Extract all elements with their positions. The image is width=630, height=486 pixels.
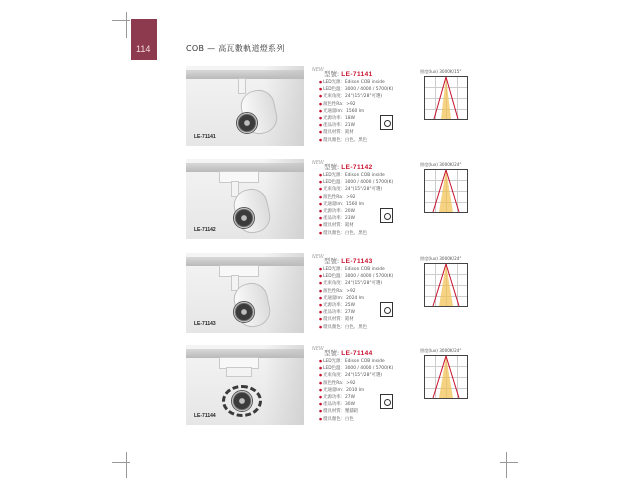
spec-item: ● 光束角度：24°(15°/28°可選) xyxy=(319,280,393,287)
spec-item: ● LED光源：Edison COB inside xyxy=(319,172,393,179)
new-stamp-icon: NEW xyxy=(312,254,324,260)
product-photo xyxy=(186,66,304,146)
spec-item: ● 演色性Ra：>92 xyxy=(319,194,393,201)
beam-chart xyxy=(420,256,468,308)
photo-label: LE-71143 xyxy=(194,321,216,327)
photo-label: LE-71144 xyxy=(194,413,216,419)
spec-item: ● LED色溫：3000 / 4000 / 5700(K) xyxy=(319,365,393,372)
crop-mark xyxy=(112,462,130,463)
dimension-drawing xyxy=(380,199,418,231)
beam-cone-icon xyxy=(432,77,460,119)
beam-chart-title: 照度(lux) 3000K/24° xyxy=(420,162,462,167)
spec-item: ● 產品功率：21W xyxy=(319,122,393,129)
beam-chart-title: 照度(lux) 3000K/24° xyxy=(420,256,462,261)
crop-mark xyxy=(506,452,507,478)
model-title: 型號: LE-71144 xyxy=(324,349,373,357)
spec-item: ● 燈具材質：壓鑄鋁 xyxy=(319,408,393,415)
beam-chart-title: 照度(lux) 3000K/15° xyxy=(420,69,462,74)
product-photo xyxy=(186,253,304,333)
spec-item: ● 光通量lm：2010 lm xyxy=(319,387,393,394)
spec-item: ● 燈具顏色：白色、黑色 xyxy=(319,230,393,237)
spec-item: ● LED色溫：3000 / 4000 / 5700(K) xyxy=(319,273,393,280)
page-title: COB — 高瓦數軌道燈系列 xyxy=(186,44,285,53)
dimension-drawing xyxy=(380,293,418,325)
spec-item: ● 光源功率：18W xyxy=(319,115,393,122)
product-photo xyxy=(186,159,304,239)
dimension-drawing xyxy=(380,106,418,138)
new-stamp-icon: NEW xyxy=(312,346,324,352)
spec-item: ● 產品功率：27W xyxy=(319,309,393,316)
model-title: 型號: LE-71143 xyxy=(324,257,373,265)
spec-item: ● 燈具顏色：白色、黑色 xyxy=(319,137,393,144)
spec-item: ● 光通量lm：2024 lm xyxy=(319,295,393,302)
beam-cone-icon xyxy=(432,170,460,212)
beam-cone-icon xyxy=(432,264,460,306)
beam-chart xyxy=(420,162,468,214)
spec-item: ● LED光源：Edison COB inside xyxy=(319,358,393,365)
crop-mark xyxy=(126,452,127,478)
crop-mark xyxy=(112,20,130,21)
crop-mark xyxy=(126,12,127,38)
spec-item: ● 光源功率：25W xyxy=(319,302,393,309)
product-photo xyxy=(186,345,304,425)
spec-item: ● 光束角度：24°(15°/28°可選) xyxy=(319,93,393,100)
model-title: 型號: LE-71141 xyxy=(324,70,373,78)
beam-chart-title: 照度(lux) 3000K/24° xyxy=(420,348,462,353)
product-card xyxy=(186,159,486,239)
photo-label: LE-71141 xyxy=(194,134,216,140)
spec-item: ● 燈具材質：鋁材 xyxy=(319,222,393,229)
spec-item: ● 光通量lm：1560 lm xyxy=(319,201,393,208)
new-stamp-icon: NEW xyxy=(312,67,324,73)
dimension-drawing xyxy=(380,385,418,417)
spec-item: ● 演色性Ra：>92 xyxy=(319,380,393,387)
beam-chart xyxy=(420,69,468,121)
spec-item: ● 燈具材質：鋁材 xyxy=(319,316,393,323)
spec-item: ● 演色性Ra：>92 xyxy=(319,288,393,295)
page-number: 114 xyxy=(136,44,151,54)
spec-item: ● 光束角度：24°(15°/28°可選) xyxy=(319,372,393,379)
spec-item: ● LED色溫：3000 / 4000 / 5700(K) xyxy=(319,86,393,93)
spec-item: ● 產品功率：23W xyxy=(319,215,393,222)
spec-item: ● 光通量lm：1560 lm xyxy=(319,108,393,115)
model-title: 型號: LE-71142 xyxy=(324,163,373,171)
spec-item: ● 演色性Ra：>92 xyxy=(319,101,393,108)
crop-mark xyxy=(500,462,518,463)
spec-item: ● 光源功率：27W xyxy=(319,394,393,401)
photo-label: LE-71142 xyxy=(194,227,216,233)
spec-item: ● 光束角度：24°(15°/28°可選) xyxy=(319,186,393,193)
new-stamp-icon: NEW xyxy=(312,160,324,166)
spec-item: ● 燈具顏色：白色 xyxy=(319,416,393,423)
product-card xyxy=(186,253,486,333)
beam-chart xyxy=(420,348,468,400)
product-card xyxy=(186,66,486,146)
spec-item: ● 燈具材質：鋁材 xyxy=(319,129,393,136)
beam-cone-icon xyxy=(432,356,460,398)
spec-item: ● 光源功率：20W xyxy=(319,208,393,215)
spec-item: ● 產品功率：30W xyxy=(319,401,393,408)
spec-item: ● LED色溫：3000 / 4000 / 5700(K) xyxy=(319,179,393,186)
spec-item: ● LED光源：Edison COB inside xyxy=(319,266,393,273)
spec-item: ● LED光源：Edison COB inside xyxy=(319,79,393,86)
spec-item: ● 燈具顏色：白色、黑色 xyxy=(319,324,393,331)
product-card xyxy=(186,345,486,425)
